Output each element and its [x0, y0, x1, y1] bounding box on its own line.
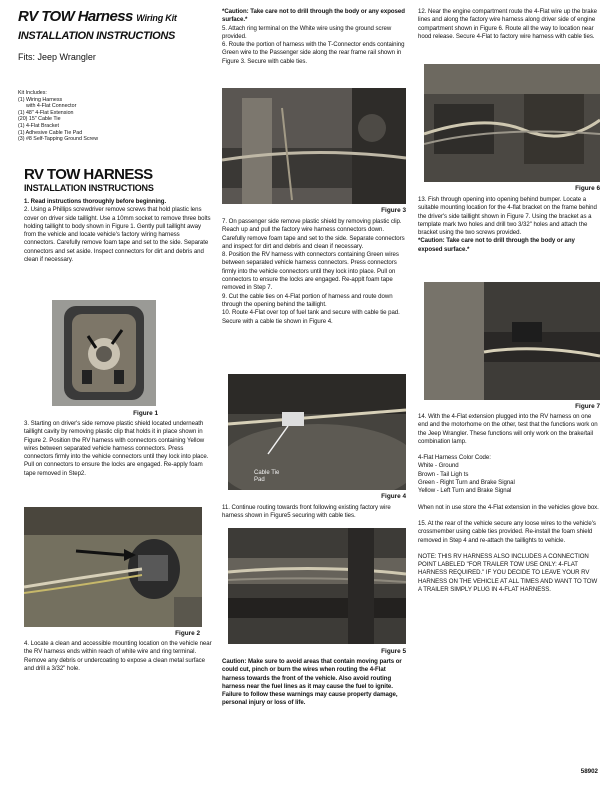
- column-3-lower: [418, 413, 602, 594]
- step-5: 5. Attach ring terminal on the White wire using the ground screw provided.: [222, 24, 392, 40]
- harness-connector-illustration: [24, 507, 202, 627]
- engine-compartment-illustration: [424, 64, 600, 182]
- frame-rail-illustration: [222, 88, 406, 204]
- color-code-item: Brown - Tail Ligh ts: [418, 470, 469, 478]
- column-1-middle: [24, 420, 212, 478]
- step-12: 12. Near the engine compartment route the 4-Flat wire up the brake lines and along the factory wire harness along driver side of engine compartment shown in Figure 6. Route all the way to location near hood release. Secure 4-Flat to factory wire harness with cable ties.: [418, 8, 597, 40]
- header-subtitle: INSTALLATION INSTRUCTIONS: [18, 30, 176, 42]
- figure-7-photo: [424, 282, 600, 400]
- figure-5-photo: [228, 528, 406, 644]
- extension-storage-note: When not in use store the 4-Flat extension in the vehicles glove box.: [418, 503, 599, 511]
- color-code-item: Green - Right Turn and Brake Signal: [418, 479, 515, 487]
- caution-1: *Caution: Take care not to drill through the body or any exposed surface.*: [222, 8, 405, 24]
- step-8: 8. Position the RV harness with connectors containing Green wires between separated vehicle harness connectors. Press connectors firmly into the vehicle connectors until they lock into place. Pull on connectors to ensure the locks are engaged. Re-applt foam tape removed in Step 7.: [222, 251, 399, 292]
- column-2-upper: [222, 8, 406, 66]
- product-name: Wiring Kit: [136, 13, 177, 23]
- column-3-middle: [418, 196, 600, 254]
- color-code-item: White - Ground: [418, 462, 459, 470]
- caution-2: Caution: Make sure to avoid areas that contain moving parts or could cut, pinch or burn the wires when routing the 4-Flat harness towards the front of the vehicle. Also avoid routing harness near the fuel lines as it may cause the fuel to ignite.: [222, 658, 402, 690]
- failure-warning: Failure to follow these warnings may cause property damage, personal injury or loss of life.: [222, 691, 398, 707]
- column-2-step-11: [222, 504, 406, 521]
- color-code-heading: 4-Flat Harness Color Code:: [418, 454, 491, 462]
- figure-1-photo: [52, 300, 156, 406]
- step-3: 3. Starting on driver's side remove plastic shield located underneath taillight cavity by removing plastic clip that holds it in place shown in Figure 2. Position the RV harness with connectors containing Yellow wires between separated vehicle harness connectors. Press connectors firmly into the vehicle connectors until they lock into place. Pull on connectors to ensure the locks are engaged. Re-apply foam tape removed in Step2.: [24, 420, 209, 477]
- figure-2-photo: [24, 507, 202, 627]
- step-13: 13. Fish through opening into opening behind bumper. Locate a suitable mounting location for the 4-flat bracket on the frame behind the driver's side taillight shown in Figure 7. Using the bracket as a template mark two holes and drill two 3/32" holes and attach the bracket using the two screws provided.: [418, 196, 597, 237]
- kit-item: with 4-Flat Connector: [26, 103, 77, 110]
- callout-line: Cable Tie: [254, 470, 280, 476]
- figure-3-photo: [222, 88, 406, 204]
- kit-item: (1) 4-Flat Bracket: [18, 122, 59, 129]
- brand-title: [18, 8, 177, 25]
- column-2-lower: [222, 658, 410, 708]
- step-15: 15. At the rear of the vehicle secure any loose wires to the vehicle's crossmember using cable ties provided. Re-install the foam shield removed in Step 4 and re-attach the taillights to vehicle.: [418, 519, 596, 544]
- figure-5-label: Figure 5: [381, 648, 406, 655]
- brand-name: RV TOW Harness: [18, 8, 133, 25]
- step-6: 6. Route the portion of harness with the T-Connector ends containing Green wire to the Passenger side along the rear frame rail shown in Figure 3. Secure with cable ties.: [222, 41, 405, 65]
- kit-heading: Kit Includes:: [18, 90, 47, 96]
- step-10: 10. Route 4-Flat over top of fuel tank and secure with cable tie pad. Secure with a cable tie shown in Figure 4.: [222, 309, 400, 325]
- figure-1-label: Figure 1: [133, 410, 158, 417]
- step-4: 4. Locate a clean and accessible mounting location on the vehicle near the RV harness ends within reach of white wire and ring terminal. Remove any debris or undercoating to expose a clean metal surface and drill a 3/32" hole.: [24, 640, 212, 672]
- figure-7-label: Figure 7: [575, 403, 600, 410]
- underbody-routing-illustration: [228, 528, 406, 644]
- callout-line: Pad: [254, 477, 265, 483]
- kit-item: (3) #8 Self-Tapping Ground Screw: [18, 136, 99, 143]
- kit-item: (1) Wiring Harness: [18, 96, 63, 103]
- step-7: 7. On passenger side remove plastic shield by removing plastic clip. Reach up and pull the factory wire harness connectors down. Carefully remove foam tape and set to the side. Separate connectors and inspect for dirt and debris and clean if necessary.: [222, 218, 405, 250]
- column-3-upper: [418, 8, 600, 41]
- kit-item: (1) Adhesive Cable Tie Pad: [18, 129, 83, 136]
- column-1-upper: [24, 198, 212, 264]
- taillight-cavity-illustration: [52, 300, 156, 406]
- bracket-mount-illustration: [424, 282, 600, 400]
- caution-3: *Caution: Take care not to drill through the body or any exposed surface.*: [418, 237, 575, 253]
- figure-6-photo: [424, 64, 600, 182]
- kit-item: (1) 48" 4-Flat Extension: [18, 109, 74, 116]
- figure-2-label: Figure 2: [175, 630, 200, 637]
- step-14: 14. With the 4-Flat extension plugged into the RV harness on one end and the motorhome on the other, test that the functions work on the Jeep Wrangler. These functions will only work on the brake/tail combination lamp.: [418, 413, 598, 445]
- section-title: RV TOW HARNESS: [24, 166, 153, 183]
- figure-4-callout: [254, 470, 279, 484]
- part-number: 58902: [580, 768, 598, 775]
- figure-4-label: Figure 4: [381, 493, 406, 500]
- kit-items: [18, 97, 208, 143]
- step-11: 11. Continue routing towards front following existing factory wire harness shown in Figure5 securing with cable ties.: [222, 504, 391, 520]
- step-9: 9. Cut the cable ties on 4-Flat portion of harness and route down through the opening behind the taillight.: [222, 292, 393, 308]
- step-1: 1. Read instructions thoroughly before beginning.: [24, 198, 167, 205]
- kit-list: [18, 90, 208, 143]
- section-subtitle: INSTALLATION INSTRUCTIONS: [24, 183, 154, 193]
- figure-3-label: Figure 3: [381, 207, 406, 214]
- kit-item: (20) 15" Cable Tie: [18, 116, 61, 123]
- figure-6-label: Figure 6: [575, 185, 600, 192]
- column-1-lower: [24, 640, 212, 673]
- figure-4-photo: [228, 374, 406, 490]
- fits-label: Fits: Jeep Wrangler: [18, 52, 96, 62]
- color-code-item: Yellow - Left Turn and Brake Signal: [418, 487, 512, 495]
- trailer-tow-note: NOTE: THIS RV HARNESS ALSO INCLUDES A CONNECTION POINT LABELED "FOR TRAILER TOW USE ONLY: 4-FLAT HARNESS REQUIRED." IF YOU DECIDE TO LEAVE YOUR RV HARNESS ON THE VEHICLE AT ALL TIMES AND WANT TO TOW A TRAILER SIMPLY PLUG IN 4-FLAT HARNESS.: [418, 552, 598, 594]
- column-2-middle: [222, 218, 406, 326]
- step-2: 2. Using a Phillips screwdriver remove screws that hold plastic lens cover on driver side taillight. Use a 10mm socket to remove three bolts holding taillight to body shown in Figure 1. Gently pull taillight away from the vehicle and locate vehicle's factory wiring harness connectors. Carefully remove foam tape and set to the side. Separate connectors and set aside. Inspect connectors for dirt and debris and clean if necessary.: [24, 206, 211, 264]
